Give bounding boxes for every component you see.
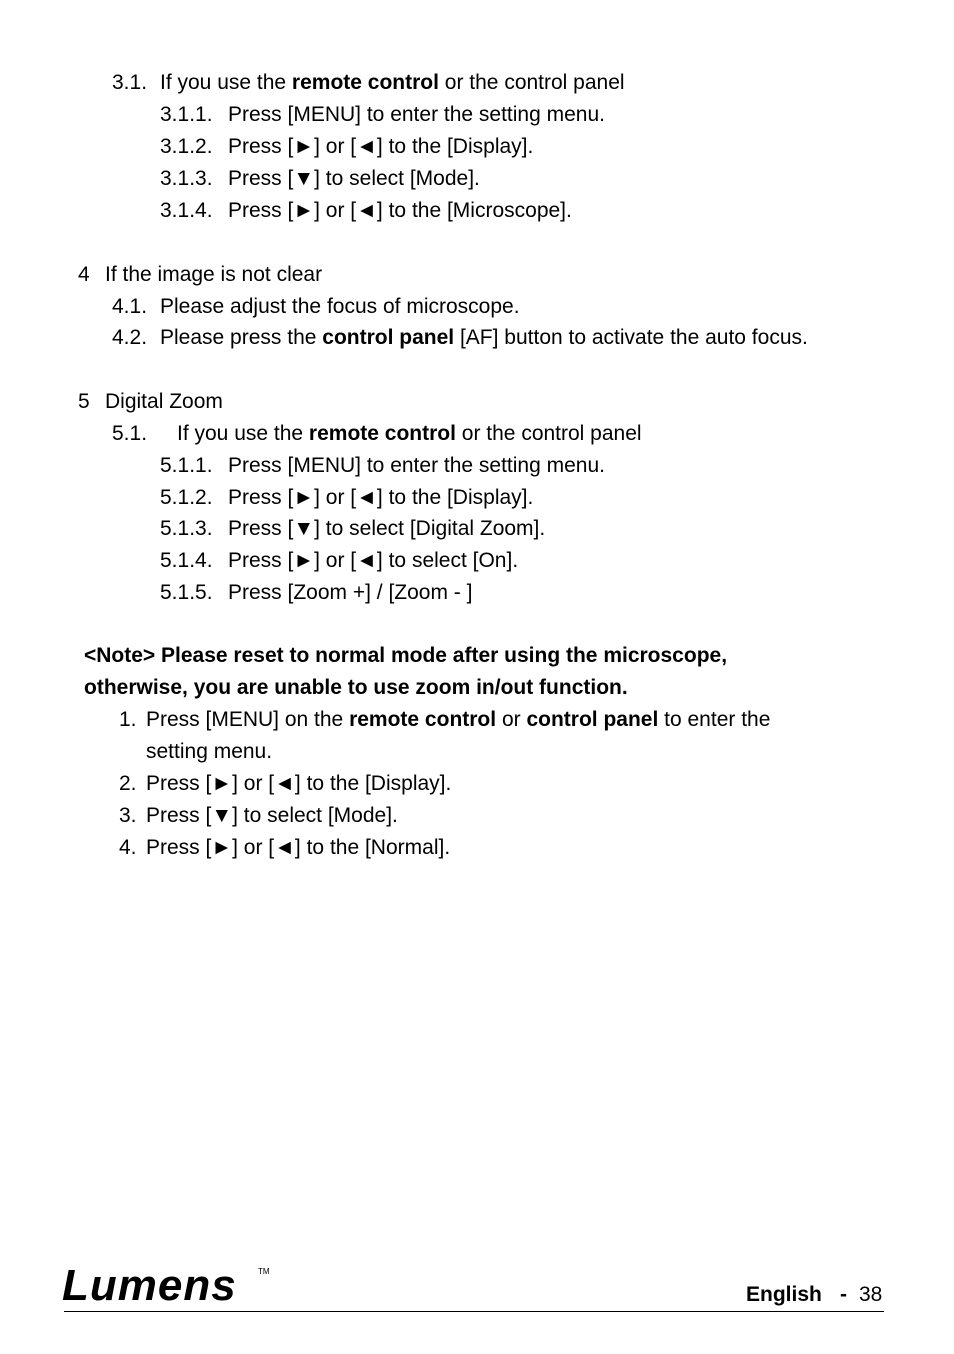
heading-text: or the control panel (438, 71, 625, 94)
trademark-symbol: TM (258, 1267, 270, 1276)
step-number: 4.1. (112, 295, 148, 318)
step-text: Press [▼] to select [Digital Zoom]. (228, 517, 546, 540)
note-heading: otherwise, you are unable to use zoom in/out function. (84, 676, 628, 699)
heading-bold-text: remote control (308, 422, 456, 445)
step-bold-text: control panel (322, 326, 455, 349)
step-text: Press [Zoom +] / [Zoom - ] (228, 581, 473, 604)
footer-separator: - (840, 1283, 847, 1306)
step-text-part: or (496, 708, 527, 731)
step-number: 2. (119, 772, 137, 795)
lumens-logo: Lumens (62, 1261, 237, 1310)
footer-language: English (746, 1283, 822, 1306)
section-number: 3.1. (112, 71, 148, 94)
section-heading: Digital Zoom (105, 390, 223, 413)
section-heading (160, 71, 625, 95)
step-text-part: to enter the (658, 708, 771, 731)
step-text: Press [►] or [◄] to the [Microscope]. (228, 199, 572, 222)
page-number: 38 (859, 1283, 883, 1306)
heading-text: If you use the (160, 71, 292, 94)
step-text-continuation: setting menu. (146, 740, 273, 763)
step-text: Press [►] or [◄] to the [Display]. (228, 135, 534, 158)
section-number: 4 (78, 263, 90, 286)
step-number: 3.1.2. (160, 135, 213, 158)
note-heading: <Note> Please reset to normal mode after using the microscope, (84, 644, 728, 667)
footer-divider (64, 1311, 884, 1312)
step-bold-text: control panel (526, 708, 659, 731)
step-text-part: Press [MENU] on the (146, 708, 350, 731)
step-number: 3.1.3. (160, 167, 213, 190)
step-number: 3.1.1. (160, 103, 213, 126)
step-text-part: [AF] button to activate the auto focus. (454, 326, 808, 349)
step-bold-text: remote control (349, 708, 497, 731)
heading-text: If you use the (177, 422, 309, 445)
step-number: 5.1.5. (160, 581, 213, 604)
step-text: Press [►] or [◄] to the [Display]. (228, 486, 534, 509)
step-text: Press [▼] to select [Mode]. (228, 167, 480, 190)
section-number: 5 (78, 390, 90, 413)
step-text: Press [►] or [◄] to the [Normal]. (146, 836, 451, 859)
step-number: 5.1.3. (160, 517, 213, 540)
section-number: 5.1. (112, 422, 148, 445)
heading-text: or the control panel (455, 422, 642, 445)
section-heading (177, 422, 642, 446)
step-number: 5.1.1. (160, 454, 213, 477)
step-number: 1. (119, 708, 137, 731)
heading-bold-text: remote control (291, 71, 439, 94)
step-text-part: Please press the (160, 326, 323, 349)
step-number: 4.2. (112, 326, 148, 349)
step-text: Press [►] or [◄] to the [Display]. (146, 772, 452, 795)
step-number: 5.1.4. (160, 549, 213, 572)
step-text: Please adjust the focus of microscope. (160, 295, 520, 318)
step-number: 3. (119, 804, 137, 827)
step-text: Press [►] or [◄] to select [On]. (228, 549, 519, 572)
step-number: 4. (119, 836, 137, 859)
step-text (146, 708, 770, 732)
step-text: Press [MENU] to enter the setting menu. (228, 103, 605, 126)
step-number: 3.1.4. (160, 199, 213, 222)
section-heading: If the image is not clear (105, 263, 323, 286)
step-text (160, 326, 808, 350)
step-text: Press [▼] to select [Mode]. (146, 804, 398, 827)
step-number: 5.1.2. (160, 486, 213, 509)
step-text: Press [MENU] to enter the setting menu. (228, 454, 605, 477)
